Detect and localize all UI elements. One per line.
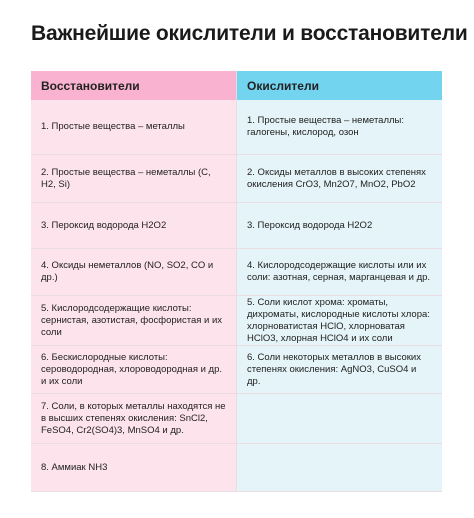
oxidizer-cell: 4. Кислородсодержащие кислоты или их соли: азотная, серная, марганцевая и др. [237, 249, 442, 296]
oxidizer-cell: 2. Оксиды металлов в высоких степенях окисления CrO3, Mn2O7, MnO2, PbO2 [237, 155, 442, 203]
reducer-cell: 3. Пероксид водорода H2O2 [31, 203, 237, 249]
oxidizer-cell: 5. Соли кислот хрома: хроматы, дихроматы, кислородные кислоты хлора: хлорноватистая HClO, хлорноватая HClO3, хлорная HClO4 и их соли [237, 296, 442, 346]
oxidizer-cell: 3. Пероксид водорода H2O2 [237, 203, 442, 249]
oxidizer-cell [237, 444, 442, 492]
oxidizer-cell: 1. Простые вещества – неметаллы: галогены, кислород, озон [237, 100, 442, 155]
table-row [31, 100, 442, 155]
header-oxidizers: Окислители [237, 71, 442, 100]
table-row [31, 155, 442, 203]
page-title: Важнейшие окислители и восстановители [31, 22, 468, 45]
oxidizer-cell: 6. Соли некоторых металлов в высоких степенях окисления: AgNO3, CuSO4 и др. [237, 346, 442, 394]
reducer-cell: 7. Соли, в которых металлы находятся не в высших степенях окисления: SnCl2, FeSO4, Cr2(SO4)3, MnSO4 и др. [31, 394, 237, 444]
reducer-cell: 6. Бескислородные кислоты: сероводородная, хлороводородная и др. и их соли [31, 346, 237, 394]
reducer-cell: 2. Простые вещества – неметаллы (C, H2, Si) [31, 155, 237, 203]
table-row [31, 203, 442, 249]
reducer-cell: 1. Простые вещества – металлы [31, 100, 237, 155]
reducer-cell: 4. Оксиды неметаллов (NO, SO2, CO и др.) [31, 249, 237, 296]
table-header-row [31, 71, 442, 100]
header-reducers: Восстановители [31, 71, 237, 100]
reducer-cell: 8. Аммиак NH3 [31, 444, 237, 492]
comparison-table [31, 71, 442, 492]
reducer-cell: 5. Кислородсодержащие кислоты: сернистая, азотистая, фосфористая и их соли [31, 296, 237, 346]
table-row [31, 394, 442, 444]
table-row [31, 444, 442, 492]
table-row [31, 346, 442, 394]
table-row [31, 249, 442, 296]
oxidizer-cell [237, 394, 442, 444]
table-row [31, 296, 442, 346]
